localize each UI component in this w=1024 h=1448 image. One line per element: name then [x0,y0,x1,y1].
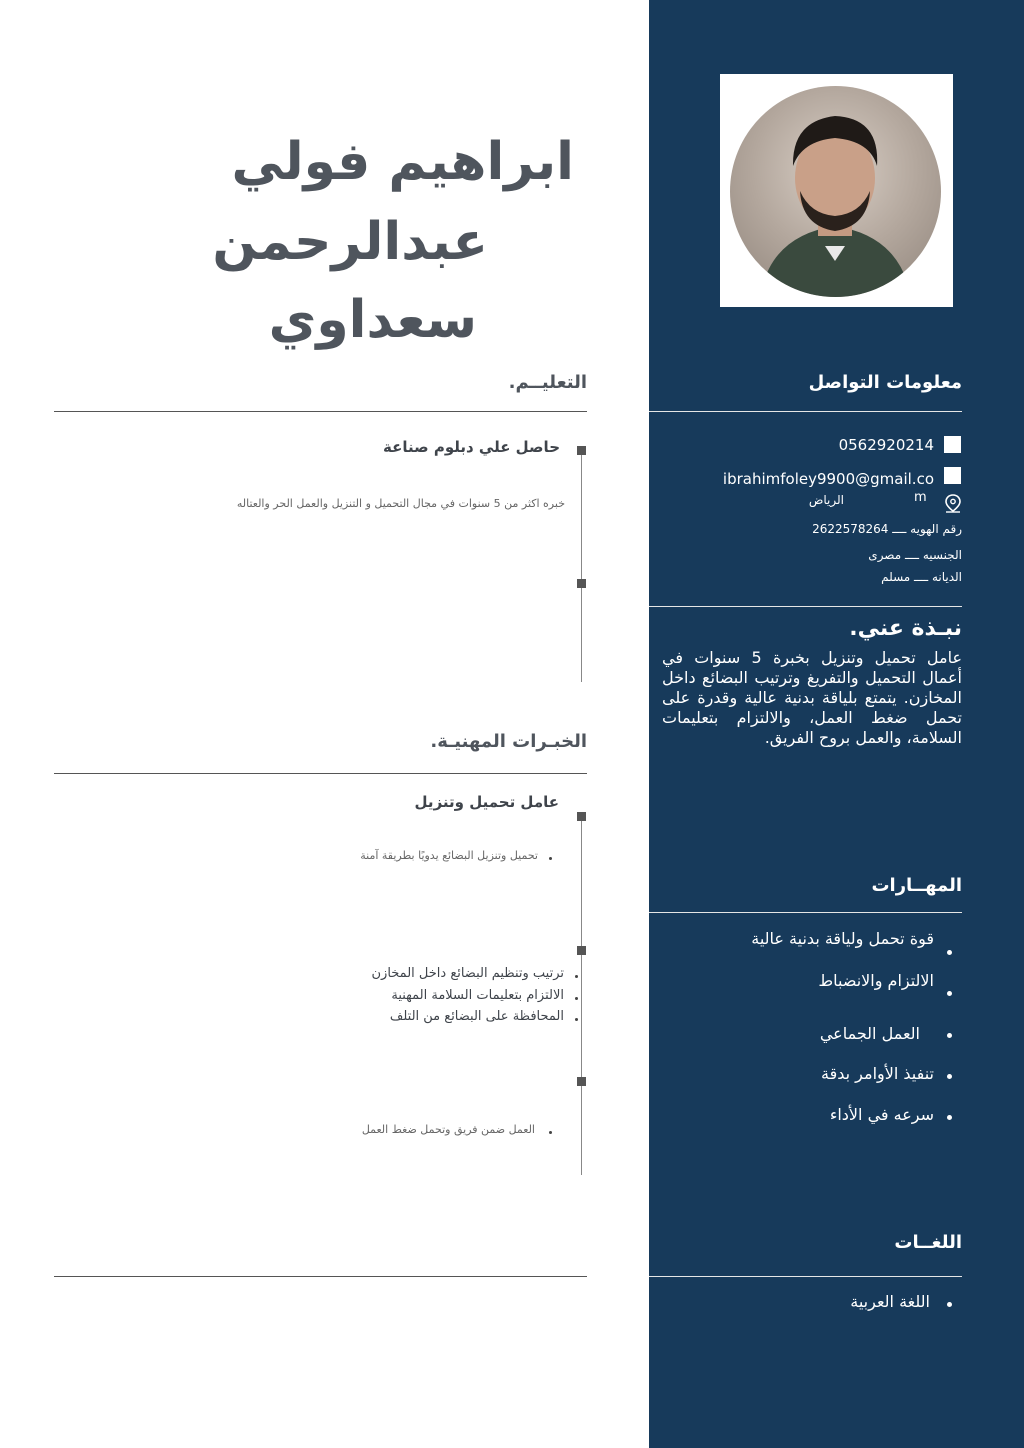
about-title: نبـذة عني. [849,616,962,641]
education-description: خبره اكثر من 5 سنوات في مجال التحميل و التنزيل والعمل الحر والعتاله [236,497,565,510]
about-divider [649,606,962,607]
experience-bullet [575,1018,578,1021]
contact-title: معلومات التواصل [808,372,962,393]
experience-title: الخبـرات المهنيـة. [430,731,587,752]
language-item: اللغة العربية [850,1292,930,1311]
education-degree: حاصل علي دبلوم صناعة [383,438,560,456]
name-line-2: عبدالرحمن [212,212,488,272]
city-value: الرياض [808,493,844,507]
education-divider [54,411,587,412]
experience-bullet [575,975,578,978]
skill-item: العمل الجماعي [819,1024,920,1043]
skill-item: سرعه في الأداء [829,1105,934,1124]
id-dash: ــــ [892,522,907,536]
education-timeline [581,450,582,682]
name-line-1: ابراهيم فولي [231,132,574,192]
experience-item: ترتيب وتنظيم البضائع داخل المخازن [371,966,564,981]
skill-bullet [947,1115,952,1120]
profile-photo-frame [720,74,953,307]
timeline-marker [577,446,586,455]
nationality-row [868,548,962,562]
experience-item: تحميل وتنزيل البضائع يدويًا بطريقة آمنة [360,849,538,862]
skill-bullet [947,1033,952,1038]
person-silhouette [730,86,941,297]
id-row [812,522,962,536]
timeline-marker [577,1077,586,1086]
experience-timeline [581,815,582,1175]
name-line-3: سعداوي [268,290,477,350]
profile-photo [730,86,941,297]
nationality-value: مصرى [868,548,902,562]
experience-item: الالتزام بتعليمات السلامة المهنية [391,988,564,1003]
languages-title: اللغــات [894,1232,962,1253]
about-text: عامل تحميل وتنزيل بخبرة 5 سنوات في أعمال التحميل والتفريغ وترتيب البضائع داخل المخازن. يتمتع بلياقة بدنية عالية وقدرة على تحمل ضغط العمل، والالتزام بتعليمات السلامة، والعمل بروح الفريق. [662,648,962,747]
skills-title: المهــارات [871,875,962,896]
skill-bullet [947,991,952,996]
skill-item: قوة تحمل ولياقة بدنية عالية [751,929,934,948]
square-icon [944,467,961,484]
experience-bullet [575,997,578,1000]
experience-divider [54,773,587,774]
experience-bullet [549,857,552,860]
skill-item: الالتزام والانضباط [818,971,934,990]
id-value: 2622578264 [812,522,889,536]
square-icon [944,436,961,453]
city-letter: m [914,490,927,505]
skills-divider [649,912,962,913]
experience-item: العمل ضمن فريق وتحمل ضغط العمل [361,1123,535,1136]
religion-row [881,570,962,584]
nationality-label: الجنسيه [922,548,962,562]
education-title: التعليــم. [508,372,587,393]
contact-divider [649,411,962,412]
job-title: عامل تحميل وتنزيل [414,793,559,811]
language-bullet [947,1302,952,1307]
email-address[interactable]: ibrahimfoley9900@gmail.co [722,470,934,488]
bottom-divider [54,1276,587,1277]
experience-item: المحافظة على البضائع من التلف [389,1009,564,1024]
location-pin-icon [944,494,962,514]
experience-bullet [549,1131,552,1134]
timeline-marker [577,579,586,588]
languages-divider [649,1276,962,1277]
skill-bullet [947,1074,952,1079]
skill-bullet [947,950,952,955]
religion-value: مسلم [881,570,911,584]
phone-number[interactable]: 0562920214 [838,436,934,454]
religion-dash: ــــ [914,570,929,584]
timeline-marker [577,946,586,955]
skill-item: تنفيذ الأوامر بدقة [821,1064,934,1083]
religion-label: الديانه [931,570,962,584]
nationality-dash: ــــ [904,548,920,562]
id-label: رقم الهويه [910,522,962,536]
timeline-marker [577,812,586,821]
